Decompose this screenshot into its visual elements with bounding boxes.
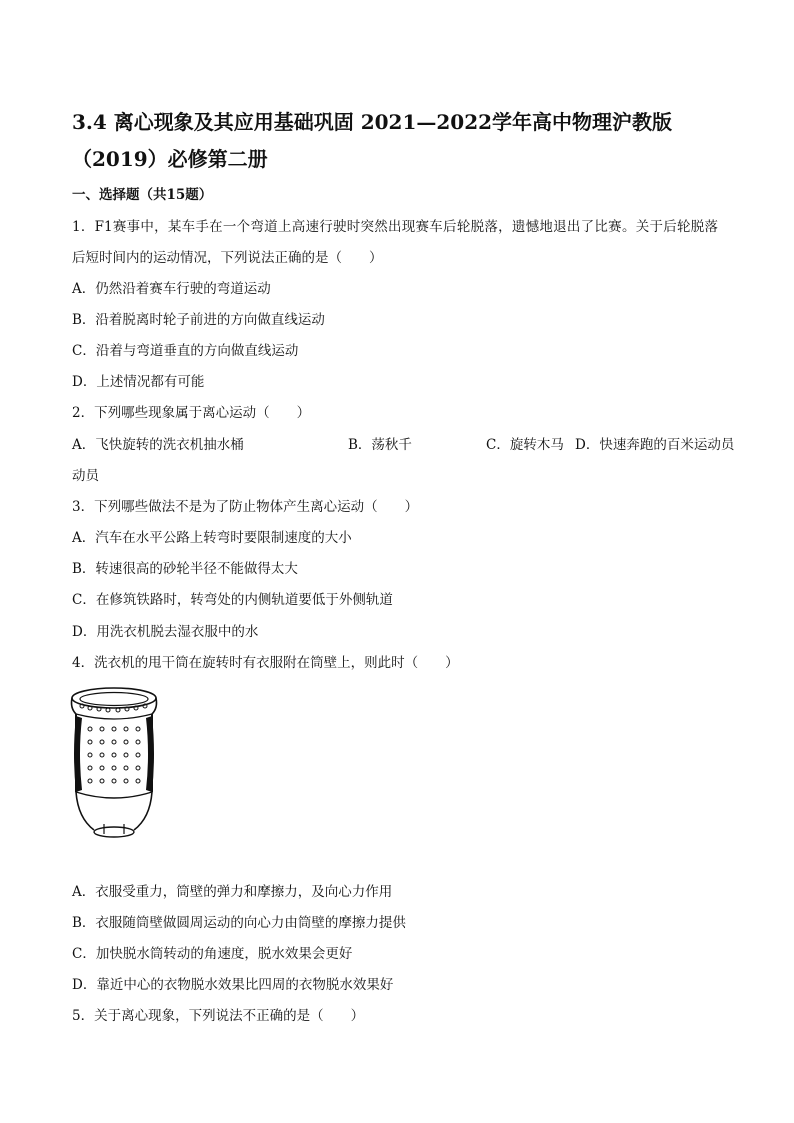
question-3-option-b: B．转速很高的砂轮半径不能做得太大 xyxy=(72,561,298,577)
question-4-option-b: B．衣服随筒壁做圆周运动的向心力由筒壁的摩擦力提供 xyxy=(72,915,406,931)
spin-dryer-drum-figure xyxy=(68,684,164,844)
question-2-option-c: C．旋转木马 xyxy=(486,437,564,453)
question-5-stem: 5．关于离心现象，下列说法不正确的是（ ） xyxy=(72,1008,365,1024)
question-2-option-a: A．飞快旋转的洗衣机抽水桶 xyxy=(72,437,244,453)
question-2-option-b: B．荡秋千 xyxy=(348,437,412,453)
question-4-option-c: C．加快脱水筒转动的角速度，脱水效果会更好 xyxy=(72,946,353,962)
question-2-option-d: D．快速奔跑的百米运动员 xyxy=(575,437,735,453)
question-2-options xyxy=(72,435,735,455)
question-4-option-d: D．靠近中心的衣物脱水效果比四周的衣物脱水效果好 xyxy=(72,977,394,993)
question-3-stem: 3．下列哪些做法不是为了防止物体产生离心运动（ ） xyxy=(72,499,419,515)
question-1-stem: 1．F1赛事中，某车手在一个弯道上高速行驶时突然出现赛车后轮脱落，遗憾地退出了比赛。关于后轮脱落后短时间内的运动情况，下列说法正确的是（ ） xyxy=(72,219,718,266)
section-heading: 一、选择题（共15题） xyxy=(72,187,213,203)
question-3-option-c: C．在修筑铁路时，转弯处的内侧轨道要低于外侧轨道 xyxy=(72,592,393,608)
question-1-option-a: A．仍然沿着赛车行驶的弯道运动 xyxy=(72,281,271,297)
question-1-option-d: D．上述情况都有可能 xyxy=(72,374,205,390)
question-4-stem: 4．洗衣机的甩干筒在旋转时有衣服附在筒壁上，则此时（ ） xyxy=(72,655,459,671)
question-3-option-a: A．汽车在水平公路上转弯时要限制速度的大小 xyxy=(72,530,352,546)
question-4-option-a: A．衣服受重力，筒壁的弹力和摩擦力，及向心力作用 xyxy=(72,884,393,900)
question-1-option-c: C．沿着与弯道垂直的方向做直线运动 xyxy=(72,343,299,359)
question-3-option-d: D．用洗衣机脱去湿衣服中的水 xyxy=(72,624,259,640)
document-title: 3.4 离心现象及其应用基础巩固 2021—2022学年高中物理沪教版（2019）必修第二册 xyxy=(72,110,673,171)
question-2-option-d-continued: 动员 xyxy=(72,468,99,484)
question-1-option-b: B．沿着脱离时轮子前进的方向做直线运动 xyxy=(72,312,325,328)
question-2-stem: 2．下列哪些现象属于离心运动（ ） xyxy=(72,405,311,421)
